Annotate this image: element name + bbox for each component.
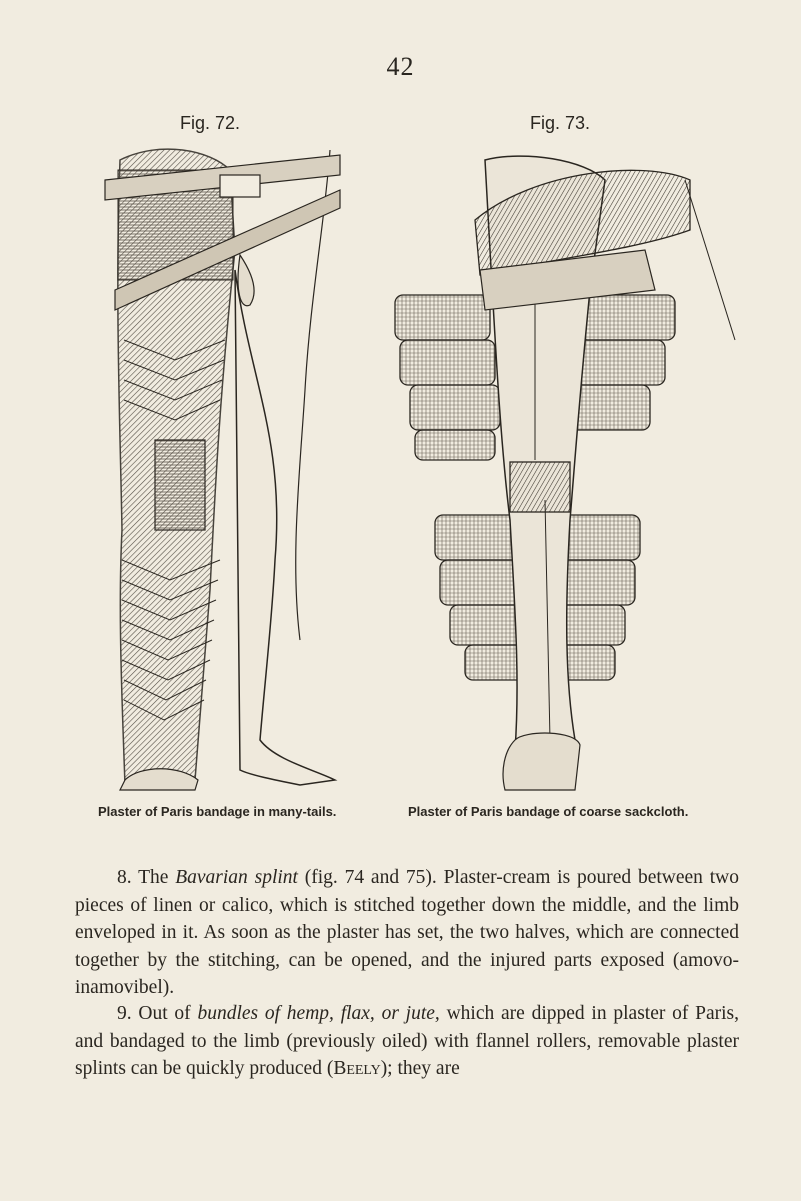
paragraph-8-text: (fig. 74 and 75). Plaster-cream is poured between two pieces of linen or calico, which is stitched together down the middle, and the limb enveloped in it. As soon as the plaster has set, the two halves, which are connected together by the stitching, can be opened, and the injured parts exposed (amovo-inamovibel). [75,867,739,998]
paragraph-8-lead: 8. The [117,867,176,888]
paragraph-9-lead: 9. Out of [117,1003,198,1024]
figure-72-illustration [100,140,355,795]
paragraph-9-term: bundles of hemp, flax, or jute, [197,1003,440,1024]
paragraph-9 [75,1000,739,1083]
figure-73-caption: Plaster of Paris bandage of coarse sackcloth. [408,804,689,819]
figure-72-caption: Plaster of Paris bandage in many-tails. [98,804,337,819]
paragraph-9-text: which are dipped in plaster of Paris, and bandaged to the limb (previously oiled) with flannel rollers, removable plaster splints can be quickly produced ( [75,1003,740,1079]
page-number: 42 [386,52,415,81]
paragraph-9-author: Beely [333,1058,381,1079]
paragraph-8 [75,864,739,1002]
paragraph-8-term: Bavarian splint [175,867,298,888]
figure-73-illustration [385,140,745,795]
figure-73-label: Fig. 73. [530,113,591,133]
figure-72-label: Fig. 72. [180,113,241,133]
paragraph-9-end: ); they are [380,1058,460,1079]
